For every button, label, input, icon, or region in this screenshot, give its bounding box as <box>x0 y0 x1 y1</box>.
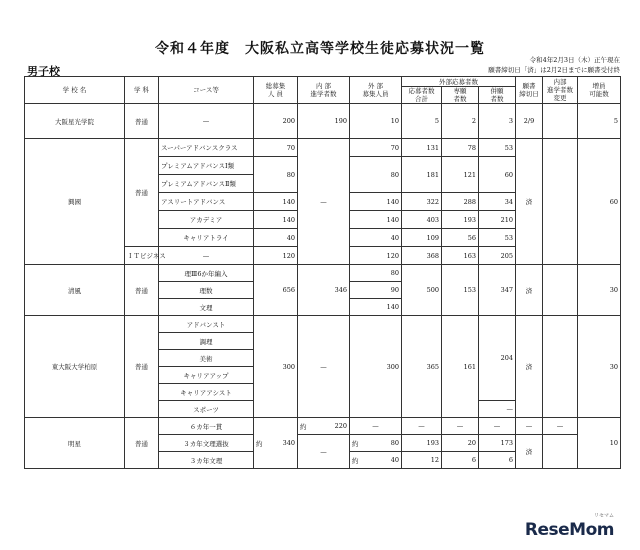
total-cell: 131 <box>402 139 442 157</box>
header-applicants-group: 外部応募者数 <box>402 77 516 87</box>
as-of-note: 令和4年2月3日（木）正午現在 <box>529 56 620 64</box>
single-cell: 6 <box>442 452 479 469</box>
capacity-cell: 80 <box>254 157 298 193</box>
watermark-kana: リセマム <box>594 513 614 519</box>
course-cell: 調理 <box>159 333 254 350</box>
header-course: コース等 <box>159 77 254 104</box>
dept-cell: 普通 <box>125 418 159 469</box>
total-cell: 403 <box>402 211 442 229</box>
multiple-cell: 53 <box>479 229 516 247</box>
internal-cell: 190 <box>298 104 350 139</box>
applicant-table <box>24 76 621 469</box>
single-cell: 161 <box>442 316 479 418</box>
deadline-cell: 済 <box>516 265 543 316</box>
external-cell: 70 <box>350 139 402 157</box>
external-cell: 80 <box>350 157 402 193</box>
deadline-cell: 済 <box>516 435 543 469</box>
header-change: 内部 進学者数 変更 <box>543 77 578 104</box>
single-cell: 2 <box>442 104 479 139</box>
deadline-note: 願書締切日「済」は2月2日までに願書受付終 <box>488 66 620 74</box>
capacity-cell: 70 <box>254 139 298 157</box>
capacity-cell: 300 <box>254 316 298 418</box>
total-cell: 109 <box>402 229 442 247</box>
capacity-cell: 120 <box>254 247 298 265</box>
course-cell: 理数 <box>159 282 254 299</box>
internal-cell: — <box>298 316 350 418</box>
increase-cell: 30 <box>578 265 621 316</box>
single-cell: 78 <box>442 139 479 157</box>
capacity-value: 340 <box>282 438 295 447</box>
course-cell: 文理 <box>159 299 254 316</box>
header-increase: 増員 可能数 <box>578 77 621 104</box>
table-row <box>25 265 621 282</box>
header-internal: 内 部 進学者数 <box>298 77 350 104</box>
header-capacity: 総募集 人 員 <box>254 77 298 104</box>
single-cell: 163 <box>442 247 479 265</box>
course-cell: — <box>159 104 254 139</box>
table-header <box>25 77 621 104</box>
internal-cell: — <box>298 435 350 469</box>
approx-prefix: 約 <box>352 439 359 448</box>
increase-cell: 5 <box>578 104 621 139</box>
capacity-cell: 656 <box>254 265 298 316</box>
multiple-cell: 347 <box>479 265 516 316</box>
external-cell: 300 <box>350 316 402 418</box>
external-cell: 140 <box>350 299 402 316</box>
total-cell: 193 <box>402 435 442 452</box>
dept-cell: 普通 <box>125 265 159 316</box>
external-value: 80 <box>390 438 399 447</box>
table-row <box>25 104 621 139</box>
course-cell: キャリアアップ <box>159 367 254 384</box>
total-cell: 365 <box>402 316 442 418</box>
multiple-cell: 53 <box>479 139 516 157</box>
external-cell <box>350 435 402 452</box>
multiple-cell: 34 <box>479 193 516 211</box>
external-cell: 140 <box>350 211 402 229</box>
deadline-cell: 済 <box>516 139 543 265</box>
course-cell: アドバンスト <box>159 316 254 333</box>
internal-cell: 346 <box>298 265 350 316</box>
course-cell: ６カ年一貫 <box>159 418 254 435</box>
multiple-cell: 204 <box>479 316 516 401</box>
course-cell: スーパーアドバンスクラス <box>159 139 254 157</box>
course-cell: ３カ年文理 <box>159 452 254 469</box>
dept-cell: 普通 <box>125 316 159 418</box>
increase-cell: 30 <box>578 316 621 418</box>
course-cell: プレミアムアドバンスⅠ類 <box>159 157 254 175</box>
capacity-cell <box>254 418 298 469</box>
change-cell <box>543 435 578 469</box>
header-deadline: 願書 締切日 <box>516 77 543 104</box>
multiple-cell: — <box>479 401 516 418</box>
header-single: 専願 者数 <box>442 87 479 104</box>
multiple-cell: 210 <box>479 211 516 229</box>
category-label: 男子校 <box>27 65 60 78</box>
single-cell: 121 <box>442 157 479 193</box>
multiple-cell: 6 <box>479 452 516 469</box>
approx-prefix: 約 <box>256 439 263 448</box>
table-row <box>25 316 621 333</box>
school-name: 東大阪大学柏原 <box>25 316 125 418</box>
change-cell <box>543 104 578 139</box>
capacity-cell: 140 <box>254 193 298 211</box>
course-cell: ３カ年文理選抜 <box>159 435 254 452</box>
capacity-cell: 40 <box>254 229 298 247</box>
external-cell: — <box>350 418 402 435</box>
multiple-cell: — <box>479 418 516 435</box>
total-cell: 181 <box>402 157 442 193</box>
change-cell: — <box>543 418 578 435</box>
school-name: 清風 <box>25 265 125 316</box>
total-cell: 368 <box>402 247 442 265</box>
capacity-cell: 140 <box>254 211 298 229</box>
dept-cell: ＩＴビジネス <box>125 247 159 265</box>
header-multiple: 併願 者数 <box>479 87 516 104</box>
single-cell: 288 <box>442 193 479 211</box>
dept-cell: 普通 <box>125 104 159 139</box>
school-name: 興國 <box>25 139 125 265</box>
multiple-cell: 205 <box>479 247 516 265</box>
single-cell: 153 <box>442 265 479 316</box>
internal-cell: — <box>298 139 350 265</box>
internal-cell <box>298 418 350 435</box>
increase-cell: 60 <box>578 139 621 265</box>
internal-value: 220 <box>334 421 347 430</box>
capacity-cell: 200 <box>254 104 298 139</box>
course-cell: キャリアアシスト <box>159 384 254 401</box>
dept-cell: 普通 <box>125 139 159 247</box>
school-name: 明星 <box>25 418 125 469</box>
deadline-cell: — <box>516 418 543 435</box>
external-cell: 140 <box>350 193 402 211</box>
total-cell: — <box>402 418 442 435</box>
multiple-cell: 173 <box>479 435 516 452</box>
increase-cell: 10 <box>578 418 621 469</box>
external-cell <box>350 452 402 469</box>
table-row <box>25 139 621 157</box>
approx-prefix: 約 <box>352 456 359 465</box>
deadline-cell: 済 <box>516 316 543 418</box>
single-cell: — <box>442 418 479 435</box>
header-dept: 学 科 <box>125 77 159 104</box>
course-cell: アカデミア <box>159 211 254 229</box>
external-cell: 80 <box>350 265 402 282</box>
course-cell: プレミアムアドバンスⅡ類 <box>159 175 254 193</box>
approx-prefix: 約 <box>300 422 307 431</box>
external-cell: 120 <box>350 247 402 265</box>
multiple-cell: 3 <box>479 104 516 139</box>
header-external: 外 部 募集人員 <box>350 77 402 104</box>
school-name: 大阪星光学院 <box>25 104 125 139</box>
table-row <box>25 418 621 435</box>
page-title: 令和４年度 大阪私立高等学校生徒応募状況一覧 <box>155 41 485 57</box>
total-cell: 12 <box>402 452 442 469</box>
header-applicants-total: 応募者数 合計 <box>402 87 442 104</box>
external-cell: 10 <box>350 104 402 139</box>
header-school: 学 校 名 <box>25 77 125 104</box>
change-cell <box>543 265 578 316</box>
change-cell <box>543 139 578 265</box>
multiple-cell: 60 <box>479 157 516 193</box>
course-cell: スポーツ <box>159 401 254 418</box>
single-cell: 56 <box>442 229 479 247</box>
course-cell: キャリアトライ <box>159 229 254 247</box>
course-cell: 美術 <box>159 350 254 367</box>
course-cell: 理Ⅲ6か年編入 <box>159 265 254 282</box>
single-cell: 20 <box>442 435 479 452</box>
single-cell: 193 <box>442 211 479 229</box>
total-cell: 500 <box>402 265 442 316</box>
external-cell: 90 <box>350 282 402 299</box>
course-cell: — <box>159 247 254 265</box>
course-cell: アスリートアドバンス <box>159 193 254 211</box>
external-value: 40 <box>390 455 399 464</box>
external-cell: 40 <box>350 229 402 247</box>
change-cell <box>543 316 578 418</box>
resemom-logo: ReseMom <box>524 520 614 540</box>
total-cell: 5 <box>402 104 442 139</box>
total-cell: 322 <box>402 193 442 211</box>
deadline-cell: 2/9 <box>516 104 543 139</box>
